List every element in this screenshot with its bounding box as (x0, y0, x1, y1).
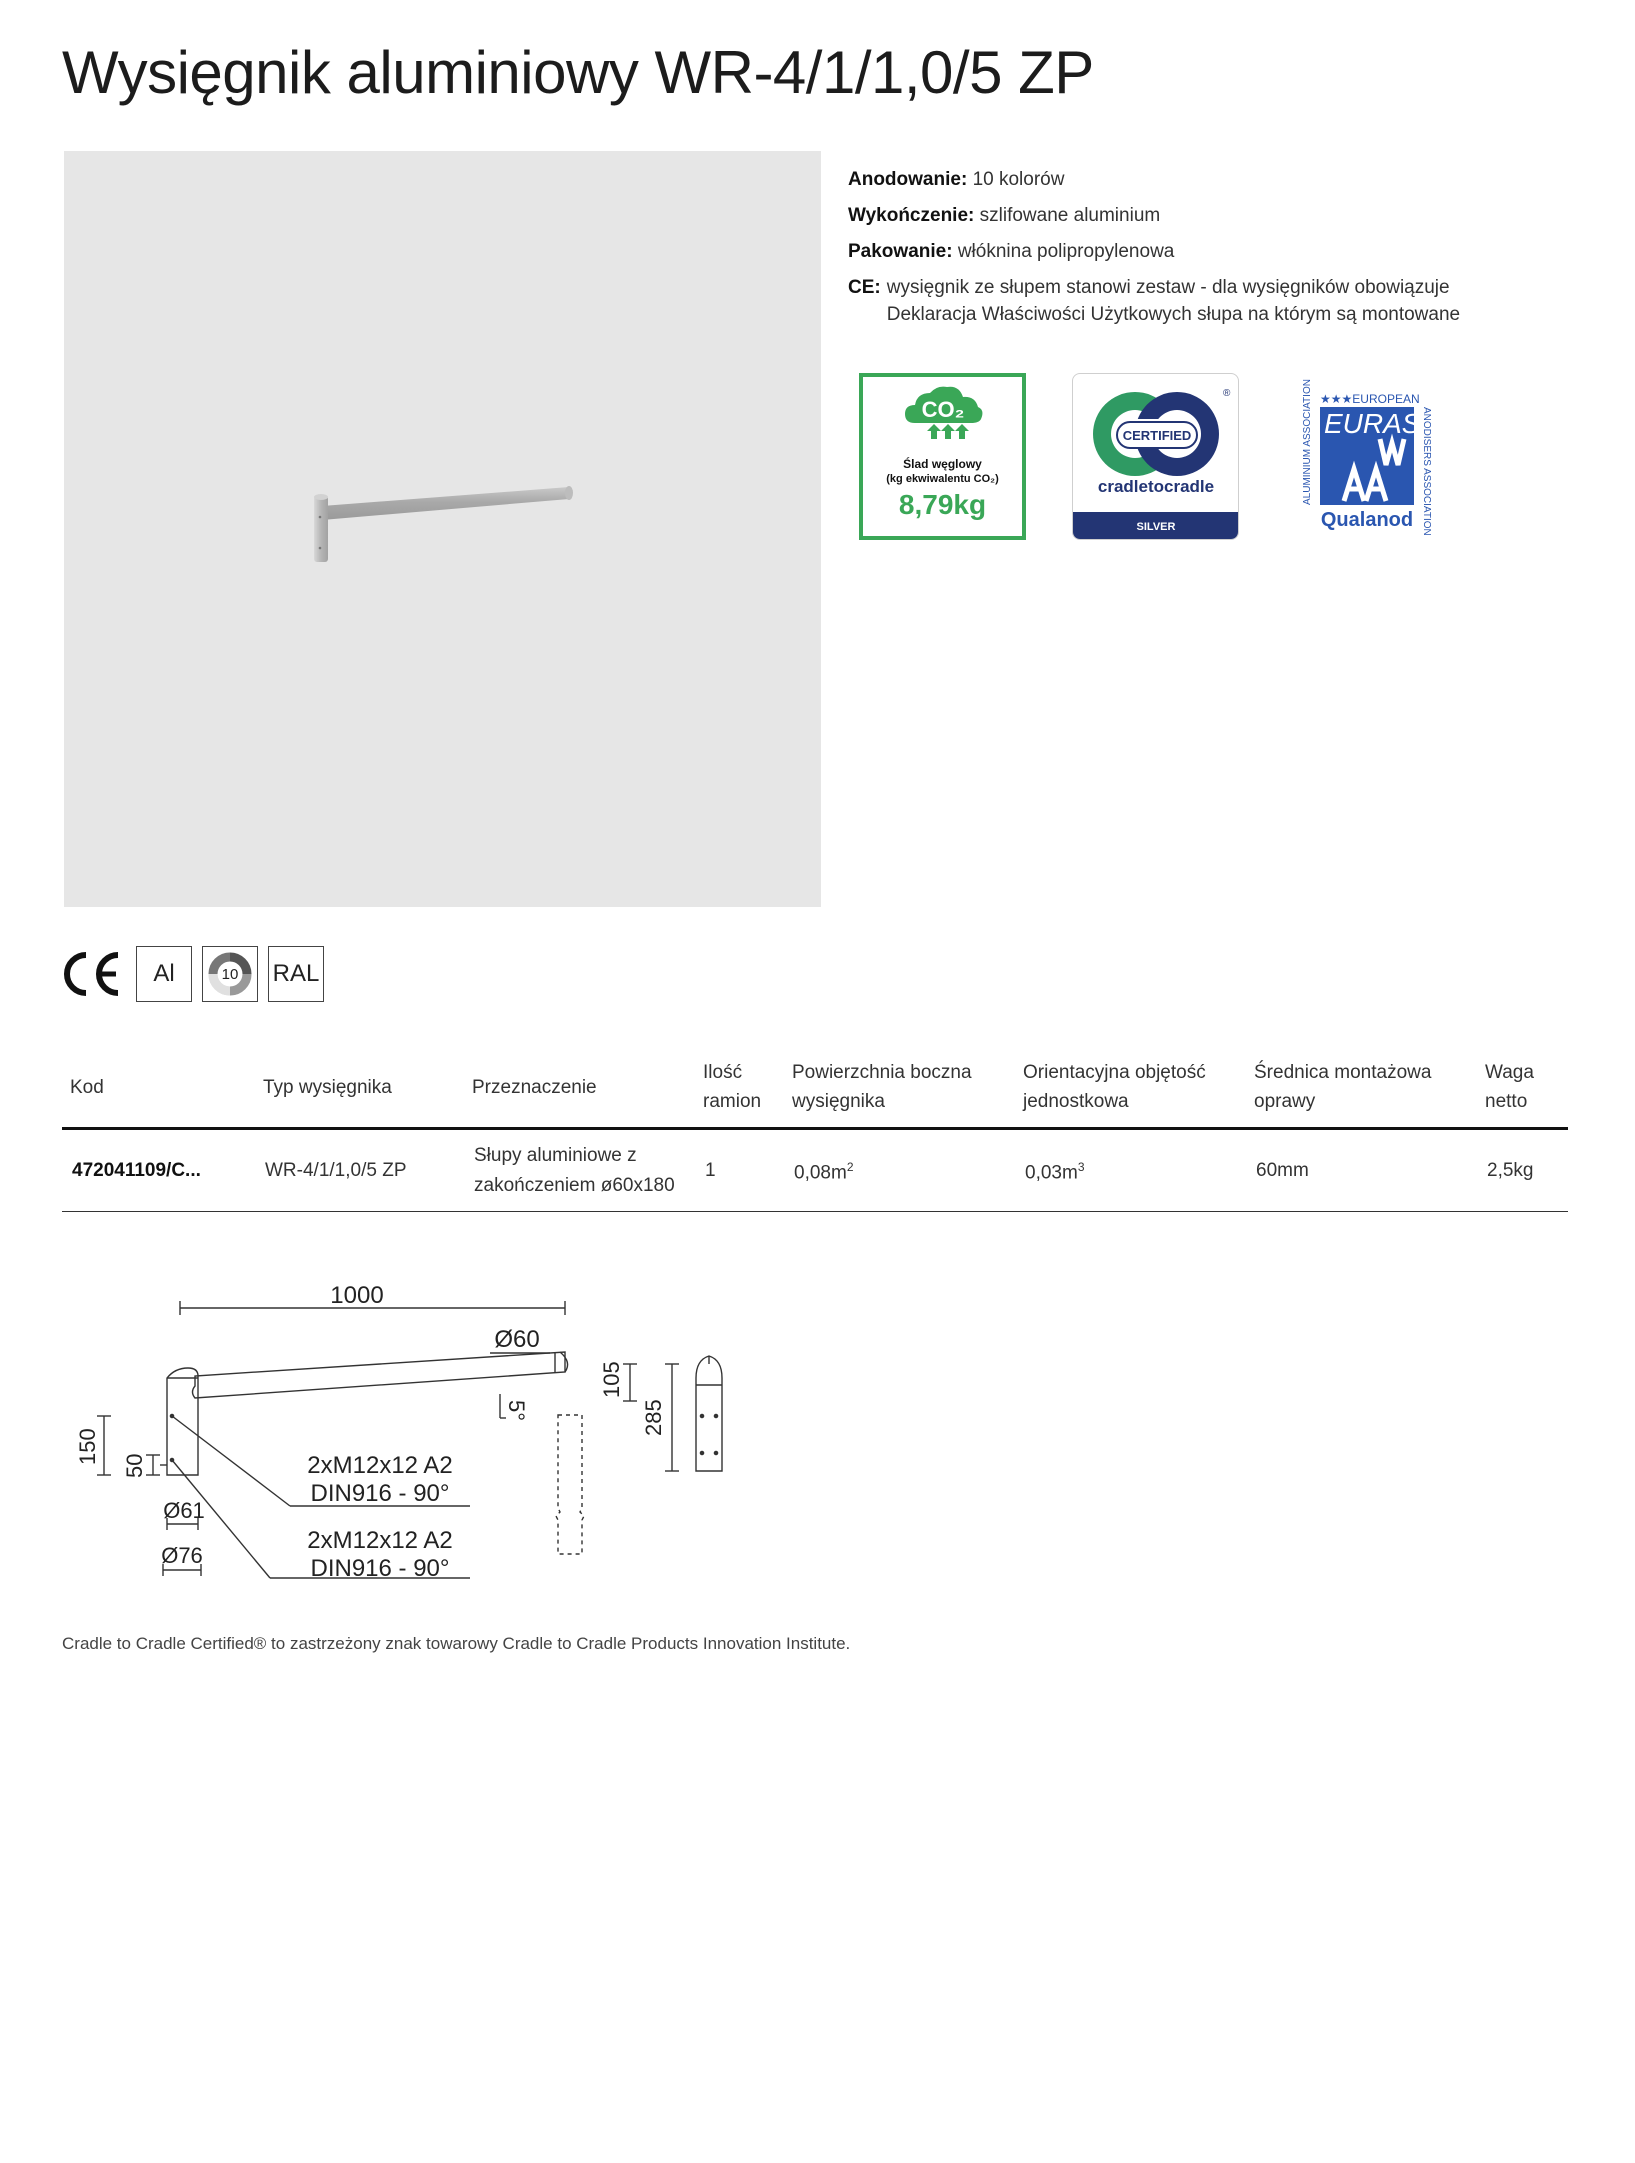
ce-mark-icon (62, 946, 126, 1002)
cell-surface: $0,08m^2$ (784, 1129, 1015, 1212)
qualanod-logo (1282, 373, 1452, 540)
ral-icon-label: RAL (272, 960, 320, 987)
aluminium-icon (136, 946, 192, 1002)
arm-render-image (64, 151, 821, 907)
footnote: Cradle to Cradle Certified® to zastrzeżony znak towarowy Cradle to Cradle Products Innovation Institute. (62, 1634, 851, 1653)
dim-d76: Ø76 (161, 1543, 203, 1568)
spec-value (881, 274, 1460, 328)
spec-label: CE: (848, 277, 881, 298)
col-header-arms: Ilość ramion (695, 1055, 784, 1129)
cell-code: 472041109/C... (62, 1129, 255, 1212)
qualanod-badge (1282, 373, 1452, 540)
carbon-footprint-badge (859, 373, 1026, 540)
spec-value: szlifowane aluminium (979, 205, 1161, 226)
co2-cloud-label: CO₂ (921, 397, 965, 422)
bolt1-spec-line2: DIN916 - 90° (310, 1480, 450, 1507)
cradle-to-cradle-logo (1073, 374, 1238, 539)
table-header-row (62, 1055, 1568, 1129)
bolt1-spec-line1: 2xM12x12 A2 (307, 1452, 453, 1479)
cell-purpose: Słupy aluminiowe z zakończeniem ø60x180 (464, 1129, 695, 1212)
co2-sublabel: (kg ekwiwalentu CO₂) (886, 473, 999, 485)
spec-label: Pakowanie: (848, 241, 953, 262)
page-title: Wysięgnik aluminiowy WR-4/1/1,0/5 ZP (62, 39, 1094, 106)
dim-h285: 285 (641, 1399, 666, 1436)
spec-ce-line: Deklaracja Właściwości Użytkowych słupa na którym są montowane (886, 304, 1461, 325)
dim-d60: Ø60 (494, 1326, 540, 1353)
cell-weight: 2,5kg (1477, 1129, 1568, 1212)
col-header-diameter: Średnica montażowa oprawy (1246, 1055, 1477, 1129)
cell-type: WR-4/1/1,0/5 ZP (255, 1129, 464, 1212)
spec-packaging (848, 238, 1488, 265)
technical-drawing (60, 1268, 760, 1603)
dim-angle: 5° (504, 1400, 529, 1422)
spec-label: Wykończenie: (848, 205, 975, 226)
specs-list (848, 166, 1488, 337)
cell-arms: 1 (695, 1129, 784, 1212)
col-header-type: Typ wysięgnika (255, 1055, 464, 1129)
co2-label: Ślad węglowy (903, 457, 982, 471)
col-header-purpose: Przeznaczenie (464, 1055, 695, 1129)
cell-volume: $0,03m^3$ (1015, 1129, 1246, 1212)
spec-ce-line: wysięgnik ze słupem stanowi zestaw - dla wysięgników obowiązuje (886, 277, 1450, 298)
dim-h150: 150 (75, 1428, 100, 1465)
col-header-volume: Orientacyjna objętość jednostkowa (1015, 1055, 1246, 1129)
spec-anodizing (848, 166, 1488, 193)
col-header-weight: Waga netto (1477, 1055, 1568, 1129)
spec-finish (848, 202, 1488, 229)
dim-d61: Ø61 (163, 1498, 205, 1523)
spec-value: 10 kolorów (972, 169, 1065, 190)
table-row (62, 1129, 1568, 1212)
c2c-certified-text: CERTIFIED (1122, 428, 1192, 443)
product-photo (64, 151, 821, 907)
c2c-reg: ® (1223, 388, 1231, 399)
bolt2-spec-line1: 2xM12x12 A2 (307, 1527, 453, 1554)
dim-h50: 50 (122, 1453, 147, 1478)
qualanod-european: ★★★EUROPEAN (1320, 392, 1420, 406)
spec-label: Anodowanie: (848, 169, 968, 190)
color-wheel-icon (202, 946, 258, 1002)
co2-cloud-icon (863, 377, 1022, 452)
co2-value: 8,79kg (898, 489, 987, 520)
spec-value: włóknina polipropylenowa (957, 241, 1175, 262)
cell-diameter: 60mm (1246, 1129, 1477, 1212)
product-table (62, 1055, 1568, 1212)
qualanod-left-vertical: ALUMINIUM ASSOCIATION (1302, 379, 1313, 505)
c2c-level-text: SILVER (1136, 521, 1176, 533)
certification-icons (62, 944, 324, 1004)
dim-length: 1000 (330, 1282, 384, 1309)
col-header-surface: Powierzchnia boczna wysięgnika (784, 1055, 1015, 1129)
aluminium-icon-label: Al (153, 960, 175, 987)
qualanod-name: Qualanod (1320, 509, 1414, 531)
dim-h105: 105 (599, 1361, 624, 1398)
qualanod-euras: EURAS (1324, 408, 1421, 439)
c2c-brand-text: cradletocradle (1097, 477, 1215, 496)
bolt2-spec-line2: DIN916 - 90° (310, 1555, 450, 1582)
ral-icon (268, 946, 324, 1002)
color-count-label: 10 (221, 965, 239, 983)
qualanod-right-vertical: ANODISERS ASSOCIATION (1421, 407, 1432, 536)
col-header-code: Kod (62, 1055, 255, 1129)
cradle-to-cradle-badge (1072, 373, 1239, 540)
spec-ce (848, 274, 1488, 328)
